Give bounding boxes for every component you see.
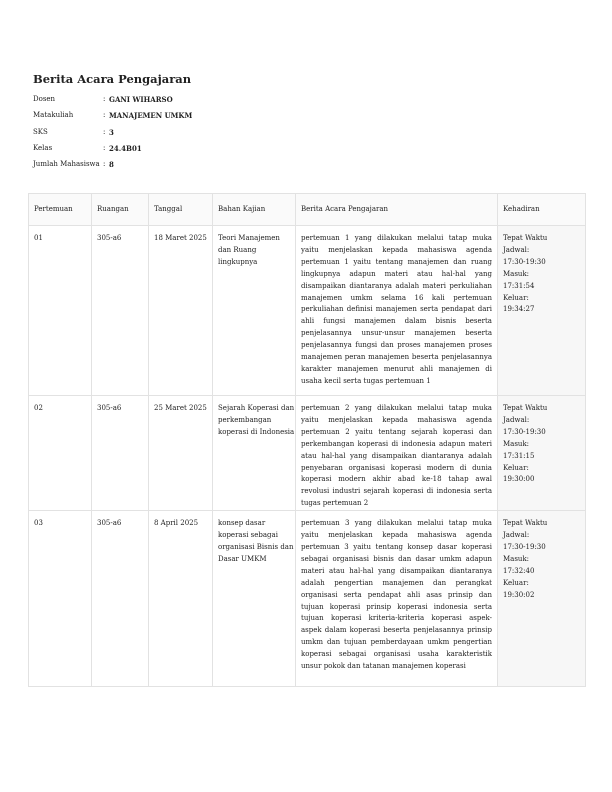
cell-ruangan: 305-a6 <box>92 226 149 396</box>
cell-berita-acara: pertemuan 1 yang dilakukan melalui tatap muka yaitu menjelaskan kepada mahasiswa agenda pertemuan 1 yaitu tentang manajemen dan ruang lingkupnya adapun materi atau hal-hal yang disampaikan diantaranya adalah materi perkuliahan manajemen umkm selama 16 kali pertemuan perkuliahan definisi manajemen serta pendapat dari ahli fungsi manajemen dalam bisnis beserta penjelasannya unsur-unsur manajemen beserta penjelasannya fungsi dan proses manajemen proses manajemen peran manajemen beserta penjelasannya karakter manajemen menurut ahli manajemen di usaha kecil serta tugas pertemuan 1 <box>296 226 498 396</box>
cell-pertemuan: 03 <box>29 511 92 687</box>
cell-ruangan: 305-a6 <box>92 511 149 687</box>
info-value: 3 <box>109 127 114 137</box>
info-separator: : <box>103 111 106 120</box>
info-label: Kelas <box>33 143 53 152</box>
cell-kehadiran <box>498 226 586 396</box>
column-header-bahan-kajian: Bahan Kajian <box>213 194 296 226</box>
cell-pertemuan: 02 <box>29 396 92 511</box>
table-row <box>29 396 586 511</box>
info-value: GANI WIHARSO <box>109 95 173 104</box>
table-row <box>29 226 586 396</box>
info-row-matakuliah <box>33 111 192 127</box>
column-header-kehadiran: Kehadiran <box>498 194 586 226</box>
cell-kehadiran <box>498 511 586 687</box>
cell-berita-acara: pertemuan 3 yang dilakukan melalui tatap muka yaitu menjelaskan kepada mahasiswa agenda pertemuan 3 yaitu tentang konsep dasar koperasi sebagai organisasi bisnis dan dasar umkm adapun materi atau hal-hal yang disampaikan diantaranya adalah pengertian manajemen dan perangkat organisasi serta pendapat ahli asas prinsip dan tujuan koperasi prinsip koperasi indonesia serta tujuan koperasi kriteria-kriteria koperasi aspek-aspek dalam koperasi beserta penjelasannya prinsip umkm dan tujuan pemberdayaan umkm pengertian koperasi sebagai organisasi usaha karakteristik unsur pokok dan tatanan manajemen koperasi <box>296 511 498 687</box>
kehadiran-keluar-value: 19:34:27 <box>503 305 535 314</box>
cell-bahan-kajian: Teori Manajemen dan Ruang lingkupnya <box>213 226 296 396</box>
cell-bahan-kajian: konsep dasar koperasi sebagai organisasi Bisnis dan Dasar UMKM <box>213 511 296 687</box>
info-separator: : <box>103 127 106 136</box>
kehadiran-status: Tepat Waktu <box>503 234 548 242</box>
kehadiran-jadwal-label: Jadwal: <box>503 415 530 424</box>
info-separator: : <box>103 143 106 152</box>
attendance-table <box>28 193 586 687</box>
kehadiran-masuk-value: 17:31:15 <box>503 451 535 460</box>
table-header-row <box>29 194 586 226</box>
kehadiran-jadwal-value: 17:30-19:30 <box>503 427 546 436</box>
page-title: Berita Acara Pengajaran <box>33 72 192 86</box>
info-label: SKS <box>33 127 48 136</box>
kehadiran-jadwal-value: 17:30-19:30 <box>503 542 546 551</box>
info-row-jumlah-mahasiswa <box>33 160 192 176</box>
info-row-kelas <box>33 144 192 160</box>
kehadiran-keluar-label: Keluar: <box>503 293 529 302</box>
info-row-sks <box>33 128 192 144</box>
info-value: MANAJEMEN UMKM <box>109 111 193 121</box>
kehadiran-jadwal-value: 17:30-19:30 <box>503 257 546 266</box>
kehadiran-keluar-value: 19:30:00 <box>503 475 535 484</box>
kehadiran-keluar-label: Keluar: <box>503 463 529 472</box>
kehadiran-status: Tepat Waktu <box>503 404 548 412</box>
cell-tanggal: 25 Maret 2025 <box>149 396 213 511</box>
kehadiran-jadwal-label: Jadwal: <box>503 245 530 254</box>
kehadiran-keluar-value: 19:30:02 <box>503 590 535 599</box>
cell-pertemuan: 01 <box>29 226 92 396</box>
table-row <box>29 511 586 687</box>
cell-ruangan: 305-a6 <box>92 396 149 511</box>
kehadiran-status: Tepat Waktu <box>503 519 548 528</box>
kehadiran-masuk-label: Masuk: <box>503 554 530 563</box>
info-row-dosen <box>33 95 192 111</box>
kehadiran-masuk-label: Masuk: <box>503 439 530 448</box>
info-label: Dosen <box>33 95 56 103</box>
cell-bahan-kajian: Sejarah Koperasi dan perkembangan koperasi di Indonesia <box>213 396 296 511</box>
cell-tanggal: 18 Maret 2025 <box>149 226 213 396</box>
kehadiran-masuk-label: Masuk: <box>503 269 530 278</box>
info-separator: : <box>103 95 106 103</box>
kehadiran-masuk-value: 17:32:40 <box>503 566 535 575</box>
kehadiran-jadwal-label: Jadwal: <box>503 531 530 540</box>
cell-tanggal: 8 April 2025 <box>149 511 213 687</box>
kehadiran-keluar-label: Keluar: <box>503 578 529 587</box>
info-separator: : <box>103 160 106 169</box>
cell-kehadiran <box>498 396 586 511</box>
column-header-pertemuan: Pertemuan <box>29 194 92 226</box>
column-header-berita-acara: Berita Acara Pengajaran <box>296 194 498 226</box>
info-value: 24.4B01 <box>109 143 142 153</box>
column-header-ruangan: Ruangan <box>92 194 149 226</box>
info-block <box>33 95 192 176</box>
cell-berita-acara: pertemuan 2 yang dilakukan melalui tatap muka yaitu menjelaskan kepada mahasiswa agenda pertemuan 2 yaitu tentang sejarah koperasi dan perkembangan koperasi di indonesia adapun materi atau hal-hal yang disampaikan diantaranya adalah penyebaran organisasi koperasi modern di dunia koperasi modern akhir abad ke-18 tahap awal revolusi industri sejarah koperasi di indonesia serta tugas pertemuan 2 <box>296 396 498 511</box>
info-label: Jumlah Mahasiswa <box>33 160 100 169</box>
info-label: Matakuliah <box>33 111 74 120</box>
column-header-tanggal: Tanggal <box>149 194 213 226</box>
info-value: 8 <box>109 160 114 170</box>
kehadiran-masuk-value: 17:31:54 <box>503 281 535 290</box>
